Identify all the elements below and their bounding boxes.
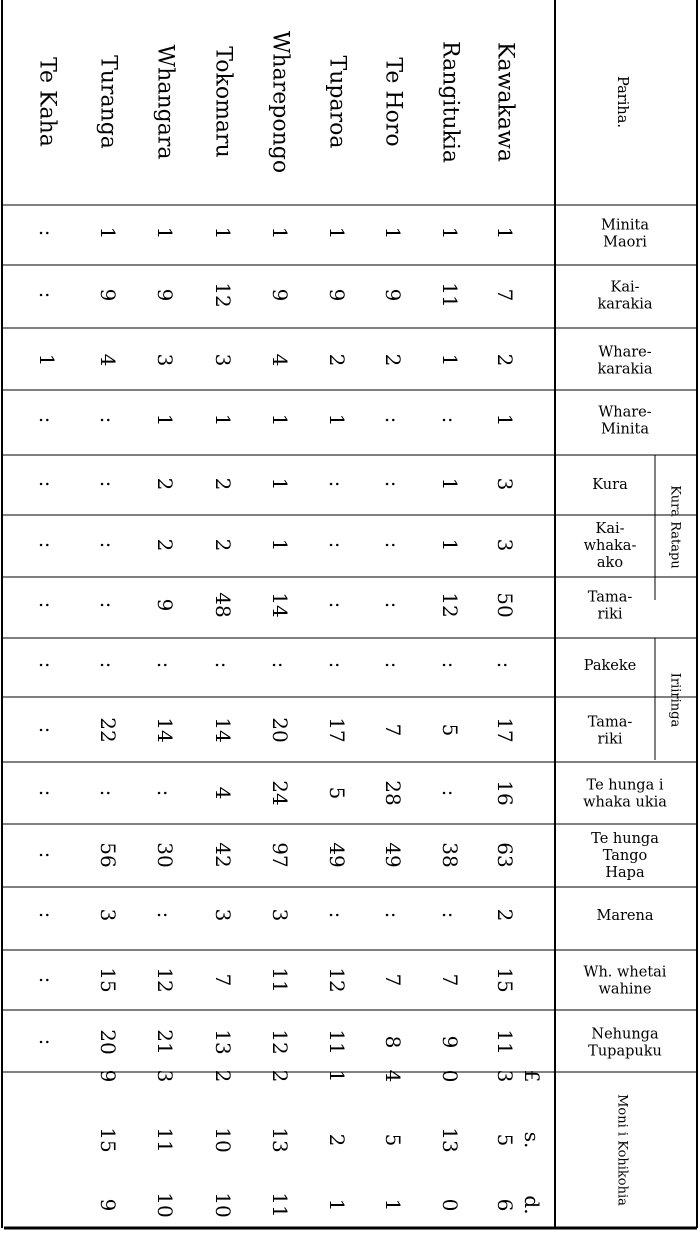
table-cell: 8: [381, 1035, 405, 1049]
table-cell: :: [381, 480, 405, 488]
table-cell: 1: [493, 413, 517, 427]
moni-cell: 13: [438, 1127, 462, 1153]
table-cell: 9: [96, 288, 120, 302]
group-iriiringa: Iriiringa: [667, 672, 683, 728]
table-cell: 28: [381, 780, 405, 806]
table-text: [35, 31, 683, 1218]
table-cell: 20: [96, 1029, 120, 1055]
table-cell: 1: [438, 538, 462, 552]
table-cell: 1: [153, 413, 177, 427]
table-cell: 1: [493, 226, 517, 240]
table-cell: 20: [268, 717, 292, 743]
table-cell: :: [35, 911, 59, 919]
moni-unit: s.: [520, 1131, 544, 1149]
table-cell: :: [381, 601, 405, 609]
table-cell: 50: [493, 592, 517, 618]
table-cell: :: [35, 291, 59, 299]
table-cell: :: [153, 911, 177, 919]
column-header: wahine: [598, 981, 652, 998]
column-header: Minita: [601, 217, 649, 234]
table-cell: 12: [211, 282, 235, 308]
moni-cell: 15: [96, 1127, 120, 1153]
moni-cell: 11: [268, 1192, 292, 1218]
column-header: Maori: [603, 234, 647, 251]
table-cell: 1: [268, 538, 292, 552]
table-cell: 5: [438, 723, 462, 737]
column-header: Nehunga: [591, 1026, 659, 1043]
table-cell: 97: [268, 842, 292, 868]
table-cell: 3: [268, 908, 292, 922]
moni-cell: 2: [325, 1133, 349, 1147]
table-cell: :: [493, 661, 517, 669]
moni-cell: 10: [153, 1192, 177, 1218]
table-cell: 38: [438, 842, 462, 868]
table-cell: 9: [153, 598, 177, 612]
header-moni-i-kohikohia: Moni i Kohikohia: [614, 1094, 630, 1206]
table-cell: 1: [268, 413, 292, 427]
table-cell: :: [96, 661, 120, 669]
moni-cell: 13: [268, 1127, 292, 1153]
table-cell: 11: [325, 1029, 349, 1055]
table-cell: :: [35, 416, 59, 424]
table-cell: :: [381, 541, 405, 549]
table-cell: :: [381, 911, 405, 919]
moni-cell: 2: [211, 1069, 235, 1083]
table-cell: 1: [268, 226, 292, 240]
table-cell: :: [96, 789, 120, 797]
column-header: Tupapuku: [588, 1043, 662, 1060]
column-header: whaka ukia: [583, 794, 667, 811]
table-cell: :: [381, 661, 405, 669]
table-cell: :: [325, 541, 349, 549]
table-cell: 13: [211, 1029, 235, 1055]
table-cell: 12: [268, 1029, 292, 1055]
table-cell: 12: [438, 592, 462, 618]
table-cell: 9: [325, 288, 349, 302]
table-cell: :: [35, 851, 59, 859]
table-cell: :: [35, 726, 59, 734]
column-header: Kura: [592, 477, 628, 493]
parish-name: Rangitukia: [437, 41, 463, 163]
table-cell: 21: [153, 1029, 177, 1055]
table-cell: :: [153, 661, 177, 669]
table-cell: :: [35, 541, 59, 549]
table-cell: 1: [325, 413, 349, 427]
moni-cell: 0: [438, 1069, 462, 1083]
table-cell: 22: [96, 717, 120, 743]
table-cell: 15: [493, 967, 517, 993]
moni-cell: 0: [438, 1198, 462, 1212]
table-cell: 4: [211, 786, 235, 800]
table-cell: 2: [211, 538, 235, 552]
column-header: Whare-: [598, 344, 652, 361]
table-cell: 1: [96, 226, 120, 240]
table-cell: 42: [211, 842, 235, 868]
parish-name: Kawakawa: [492, 42, 518, 162]
column-header: Marena: [596, 908, 654, 924]
table-cell: 1: [268, 477, 292, 491]
column-header: Tama-: [587, 714, 633, 731]
table-cell: 4: [96, 353, 120, 367]
table-cell: 4: [268, 353, 292, 367]
table-cell: 3: [493, 477, 517, 491]
parish-name: Tokomaru: [210, 46, 236, 158]
moni-cell: 1: [325, 1069, 349, 1083]
table-cell: 1: [438, 477, 462, 491]
column-header: Pakeke: [583, 658, 637, 674]
table-cell: 1: [325, 226, 349, 240]
table-cell: 30: [153, 842, 177, 868]
table-cell: 1: [211, 413, 235, 427]
table-cell: 2: [153, 538, 177, 552]
table-cell: 11: [438, 282, 462, 308]
table-cell: 17: [493, 717, 517, 743]
table-cell: 1: [35, 353, 59, 367]
table-cell: :: [268, 661, 292, 669]
column-header: whaka-: [583, 538, 637, 554]
table-cell: 3: [211, 908, 235, 922]
table-cell: :: [438, 416, 462, 424]
table-cell: 11: [268, 967, 292, 993]
column-header: Minita: [601, 421, 649, 438]
table-cell: :: [96, 541, 120, 549]
table-cell: :: [325, 661, 349, 669]
table-cell: 14: [211, 717, 235, 743]
table-cell: 3: [493, 538, 517, 552]
table-cell: 24: [268, 780, 292, 806]
table-cell: 1: [438, 353, 462, 367]
table-cell: 1: [438, 226, 462, 240]
table-cell: 2: [493, 908, 517, 922]
moni-cell: 1: [381, 1198, 405, 1212]
table-cell: 15: [96, 967, 120, 993]
column-header: Te hunga i: [586, 777, 664, 794]
parish-name: Turanga: [95, 55, 121, 149]
moni-cell: 4: [381, 1069, 405, 1083]
column-header: ako: [596, 555, 624, 571]
parish-name: Whangara: [152, 44, 178, 160]
table-cell: :: [381, 416, 405, 424]
table-cell: :: [438, 789, 462, 797]
column-header: riki: [597, 731, 623, 748]
moni-cell: 11: [153, 1127, 177, 1153]
table-cell: :: [35, 229, 59, 237]
parish-name: Wharepongo: [267, 30, 293, 174]
moni-cell: 6: [493, 1198, 517, 1212]
moni-cell: 10: [211, 1192, 235, 1218]
table-cell: :: [35, 480, 59, 488]
table-cell: 2: [153, 477, 177, 491]
table-cell: 9: [381, 288, 405, 302]
moni-cell: 9: [96, 1069, 120, 1083]
table-cell: 2: [493, 353, 517, 367]
column-header: Kai-: [595, 521, 625, 537]
moni-cell: 9: [96, 1198, 120, 1212]
table-cell: :: [325, 480, 349, 488]
moni-unit: d.: [520, 1195, 544, 1215]
moni-cell: 2: [268, 1069, 292, 1083]
table-cell: 5: [325, 786, 349, 800]
table-cell: 14: [153, 717, 177, 743]
table-cell: 3: [211, 353, 235, 367]
table-cell: :: [35, 661, 59, 669]
table-cell: :: [35, 601, 59, 609]
table-cell: :: [96, 416, 120, 424]
parish-name: Te Kaha: [34, 57, 60, 147]
table-cell: 1: [153, 226, 177, 240]
table-cell: 2: [211, 477, 235, 491]
table-cell: 2: [325, 353, 349, 367]
table-cell: :: [96, 601, 120, 609]
column-header: karakia: [597, 361, 653, 378]
table-cell: 7: [493, 288, 517, 302]
table-cell: 7: [381, 973, 405, 987]
table-cell: 12: [325, 967, 349, 993]
table-cell: :: [325, 601, 349, 609]
table-cell: :: [35, 1038, 59, 1046]
table-cell: :: [96, 480, 120, 488]
table-cell: 7: [211, 973, 235, 987]
table-cell: 49: [381, 842, 405, 868]
table-cell: :: [325, 911, 349, 919]
moni-unit: £: [520, 1069, 544, 1083]
table-cell: 7: [438, 973, 462, 987]
table-cell: 56: [96, 842, 120, 868]
header-parish: Pariha.: [614, 76, 630, 128]
table-cell: :: [35, 976, 59, 984]
table-cell: 11: [493, 1029, 517, 1055]
table-cell: :: [438, 911, 462, 919]
table-cell: 1: [381, 226, 405, 240]
column-header: Tango: [602, 848, 648, 864]
table-cell: 9: [153, 288, 177, 302]
table-cell: 12: [153, 967, 177, 993]
moni-cell: 3: [493, 1069, 517, 1083]
parish-name: Tuparoa: [324, 55, 350, 149]
column-header: Kai-: [610, 279, 640, 296]
moni-cell: 10: [211, 1127, 235, 1153]
table-cell: 9: [438, 1035, 462, 1049]
moni-cell: 1: [325, 1198, 349, 1212]
column-header: riki: [597, 606, 623, 623]
moni-cell: 5: [381, 1133, 405, 1147]
column-header: Whare-: [598, 404, 652, 421]
table-cell: 14: [268, 592, 292, 618]
table-cell: 16: [493, 780, 517, 806]
table-cell: 2: [381, 353, 405, 367]
table-cell: :: [438, 661, 462, 669]
table-cell: :: [153, 789, 177, 797]
table-cell: 17: [325, 717, 349, 743]
moni-cell: 5: [493, 1133, 517, 1147]
table-cell: :: [35, 789, 59, 797]
table-cell: 3: [96, 908, 120, 922]
table-cell: 3: [153, 353, 177, 367]
moni-cell: 3: [153, 1069, 177, 1083]
column-header: Hapa: [605, 865, 645, 881]
column-header: Te hunga: [591, 831, 659, 847]
table-cell: 7: [381, 723, 405, 737]
column-header: Wh. whetai: [583, 964, 667, 981]
table-cell: :: [211, 661, 235, 669]
column-header: Tama-: [587, 589, 633, 606]
table-cell: 63: [493, 842, 517, 868]
parish-name: Te Horo: [380, 57, 406, 147]
column-header: karakia: [597, 296, 653, 313]
table-cell: 1: [211, 226, 235, 240]
table-cell: 9: [268, 288, 292, 302]
table-cell: 49: [325, 842, 349, 868]
table-cell: 48: [211, 592, 235, 618]
group-kura-ratapu: Kura Ratapu: [667, 485, 683, 569]
